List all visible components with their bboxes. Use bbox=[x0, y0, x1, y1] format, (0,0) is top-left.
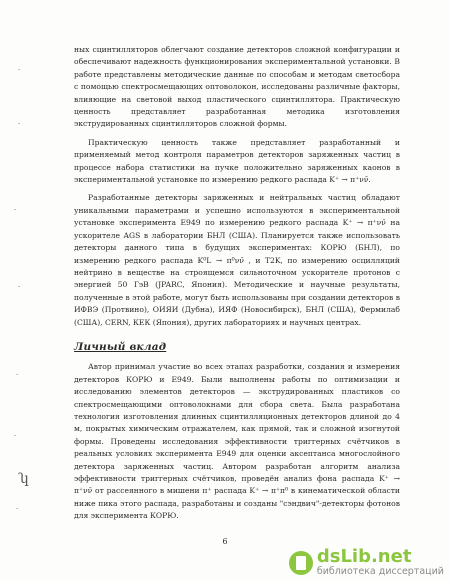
watermark-brand: dsLib.net bbox=[316, 546, 412, 568]
margin-scribble: ʮ bbox=[18, 471, 29, 487]
paragraph: Разработанные детекторы заряженных и нейтральных частиц обладают уникальными параметрами и успешно используются в экспериментальной установке эксперимента E949 по измерению редкого распада K⁺ → π⁺νν̄ на ускорителе AGS в лаборатории БНЛ (США). Планируется также использовать детекторы данного типа в будущих экспериментах: КОРЮ (БНЛ), по измерению редкого распада K⁰L → π⁰νν̄ , и T2K, по измерению осцилляций нейтрино в веществе на строящемся сильноточном ускорителе протонов с энергией 50 ГэВ (JPARC, Япония). Методические и научные результаты, полученные в этой работе, могут быть использованы при создании детекторов в ИФВЭ (Протвино), ОИЯИ (Дубна), ИЯФ (Новосибирск), БНЛ (США), Фермилаб (США), CERN, КЕК (Япония), других лабораториях и научных центрах. bbox=[74, 193, 400, 327]
paragraph: Практическую ценность также представляет разработанный и применяемый метод контроля параметров детекторов заряженных частиц в процессе набора статистики на пучке положительно заряженных каонов в экспериментальной установке по измерению редкого распада K⁺ → π⁺νν̄. bbox=[74, 137, 400, 185]
body-text bbox=[74, 44, 400, 523]
watermark-subtitle: библиотека диссертаций bbox=[316, 566, 444, 578]
margin-dot: · bbox=[18, 283, 21, 291]
watermark bbox=[289, 548, 444, 577]
paragraph: Автор принимал участие во всех этапах разработки, создания и измерения детекторов КОРЮ и E949. Были выполнены работы по оптимизации и исследованию элементов детекторов — экструдированных пластиков со спектросмещающими оптоволокнами для сбора света. Была разработана технология изготовления длинных сцинтилляционных детекторов длиной до 4 м, покрытых химическим отражателем, как прямой, так и сложной изогнутой формы. Проведены исследования эффективности триггерных счётчиков в реальных условиях эксперимента E949 для оценки аксептанса многослойного детектора заряженных частиц. Автором разработан алгоритм анализа эффективности триггерных счётчиков, проведён анализ фона распада K⁺ → π⁺νν̄ от рассеянного в мишени π⁺ распада K⁺ → π⁺π⁰ в кинематической области ниже пика этого распада, разработаны и созданы "сэндвич"-детекторы фотонов для эксперимента КОРЮ. bbox=[74, 362, 400, 521]
margin-dot: · bbox=[14, 432, 17, 440]
section-heading: Личный вклад bbox=[74, 340, 167, 353]
margin-dot: · bbox=[18, 120, 21, 128]
margin-dot: · bbox=[16, 371, 19, 379]
margin-dot: · bbox=[14, 206, 17, 214]
paragraph: ных сцинтилляторов облегчают создание детекторов сложной конфигурации и обеспечивают надежность функционирования экспериментальной установки. В работе представлены методические данные по способам и методам светосбора с помощью спектросмещающих оптоволокон, исследованы различные факторы, влияющие на световой выход пластического сцинтиллятора. Практическую ценность представляет разработанная методика изготовления экструдированных сцинтилляторов сложной формы. bbox=[74, 45, 400, 129]
book-icon bbox=[289, 551, 313, 575]
margin-dot: · bbox=[18, 66, 21, 74]
page-number: 6 bbox=[222, 537, 228, 546]
margin-dot: · bbox=[16, 505, 19, 513]
